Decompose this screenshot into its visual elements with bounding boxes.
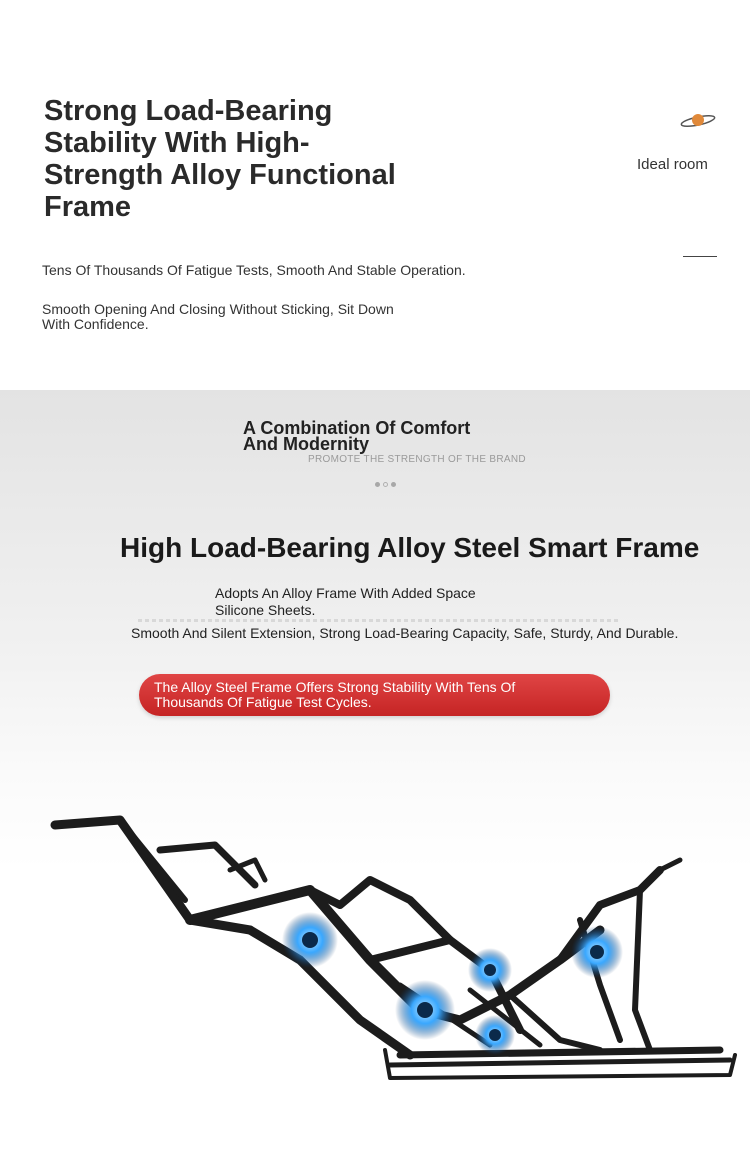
carousel-dot [375,482,380,487]
subtext-fatigue: Tens Of Thousands Of Fatigue Tests, Smooth And Stable Operation. [42,262,466,278]
faded-caption: PROMOTE THE STRENGTH OF THE BRAND [308,454,526,465]
top-section [0,0,750,390]
frame-structure [55,820,735,1078]
subtext-opening: Smooth Opening And Closing Without Sticking, Sit Down With Confidence. [42,301,394,332]
headline: Strong Load-Bearing Stability With High-Strength Alloy Functional Frame [44,95,396,223]
recliner-frame-illustration [40,810,740,1160]
carousel-dots [375,482,396,487]
ideal-room-label: Ideal room [637,156,708,173]
divider-line [683,256,717,257]
highlight-pill [139,674,610,716]
highlight-pill-text: The Alloy Steel Frame Offers Strong Stability With Tens Of Thousands Of Fatigue Test Cycles. [154,679,516,710]
glowing-rollers [282,912,623,1055]
combo-title: A Combination Of Comfort And Modernity [243,418,471,454]
planet-icon [680,110,716,130]
carousel-dot [383,482,388,487]
description-frame: Adopts An Alloy Frame With Added Space Silicone Sheets. [215,585,476,618]
faint-decor-line [138,619,618,622]
feature-section [0,390,750,1161]
carousel-dot [391,482,396,487]
description-extension: Smooth And Silent Extension, Strong Load-Bearing Capacity, Safe, Sturdy, And Durable. [131,625,679,641]
main-title: High Load-Bearing Alloy Steel Smart Frame [120,532,700,563]
